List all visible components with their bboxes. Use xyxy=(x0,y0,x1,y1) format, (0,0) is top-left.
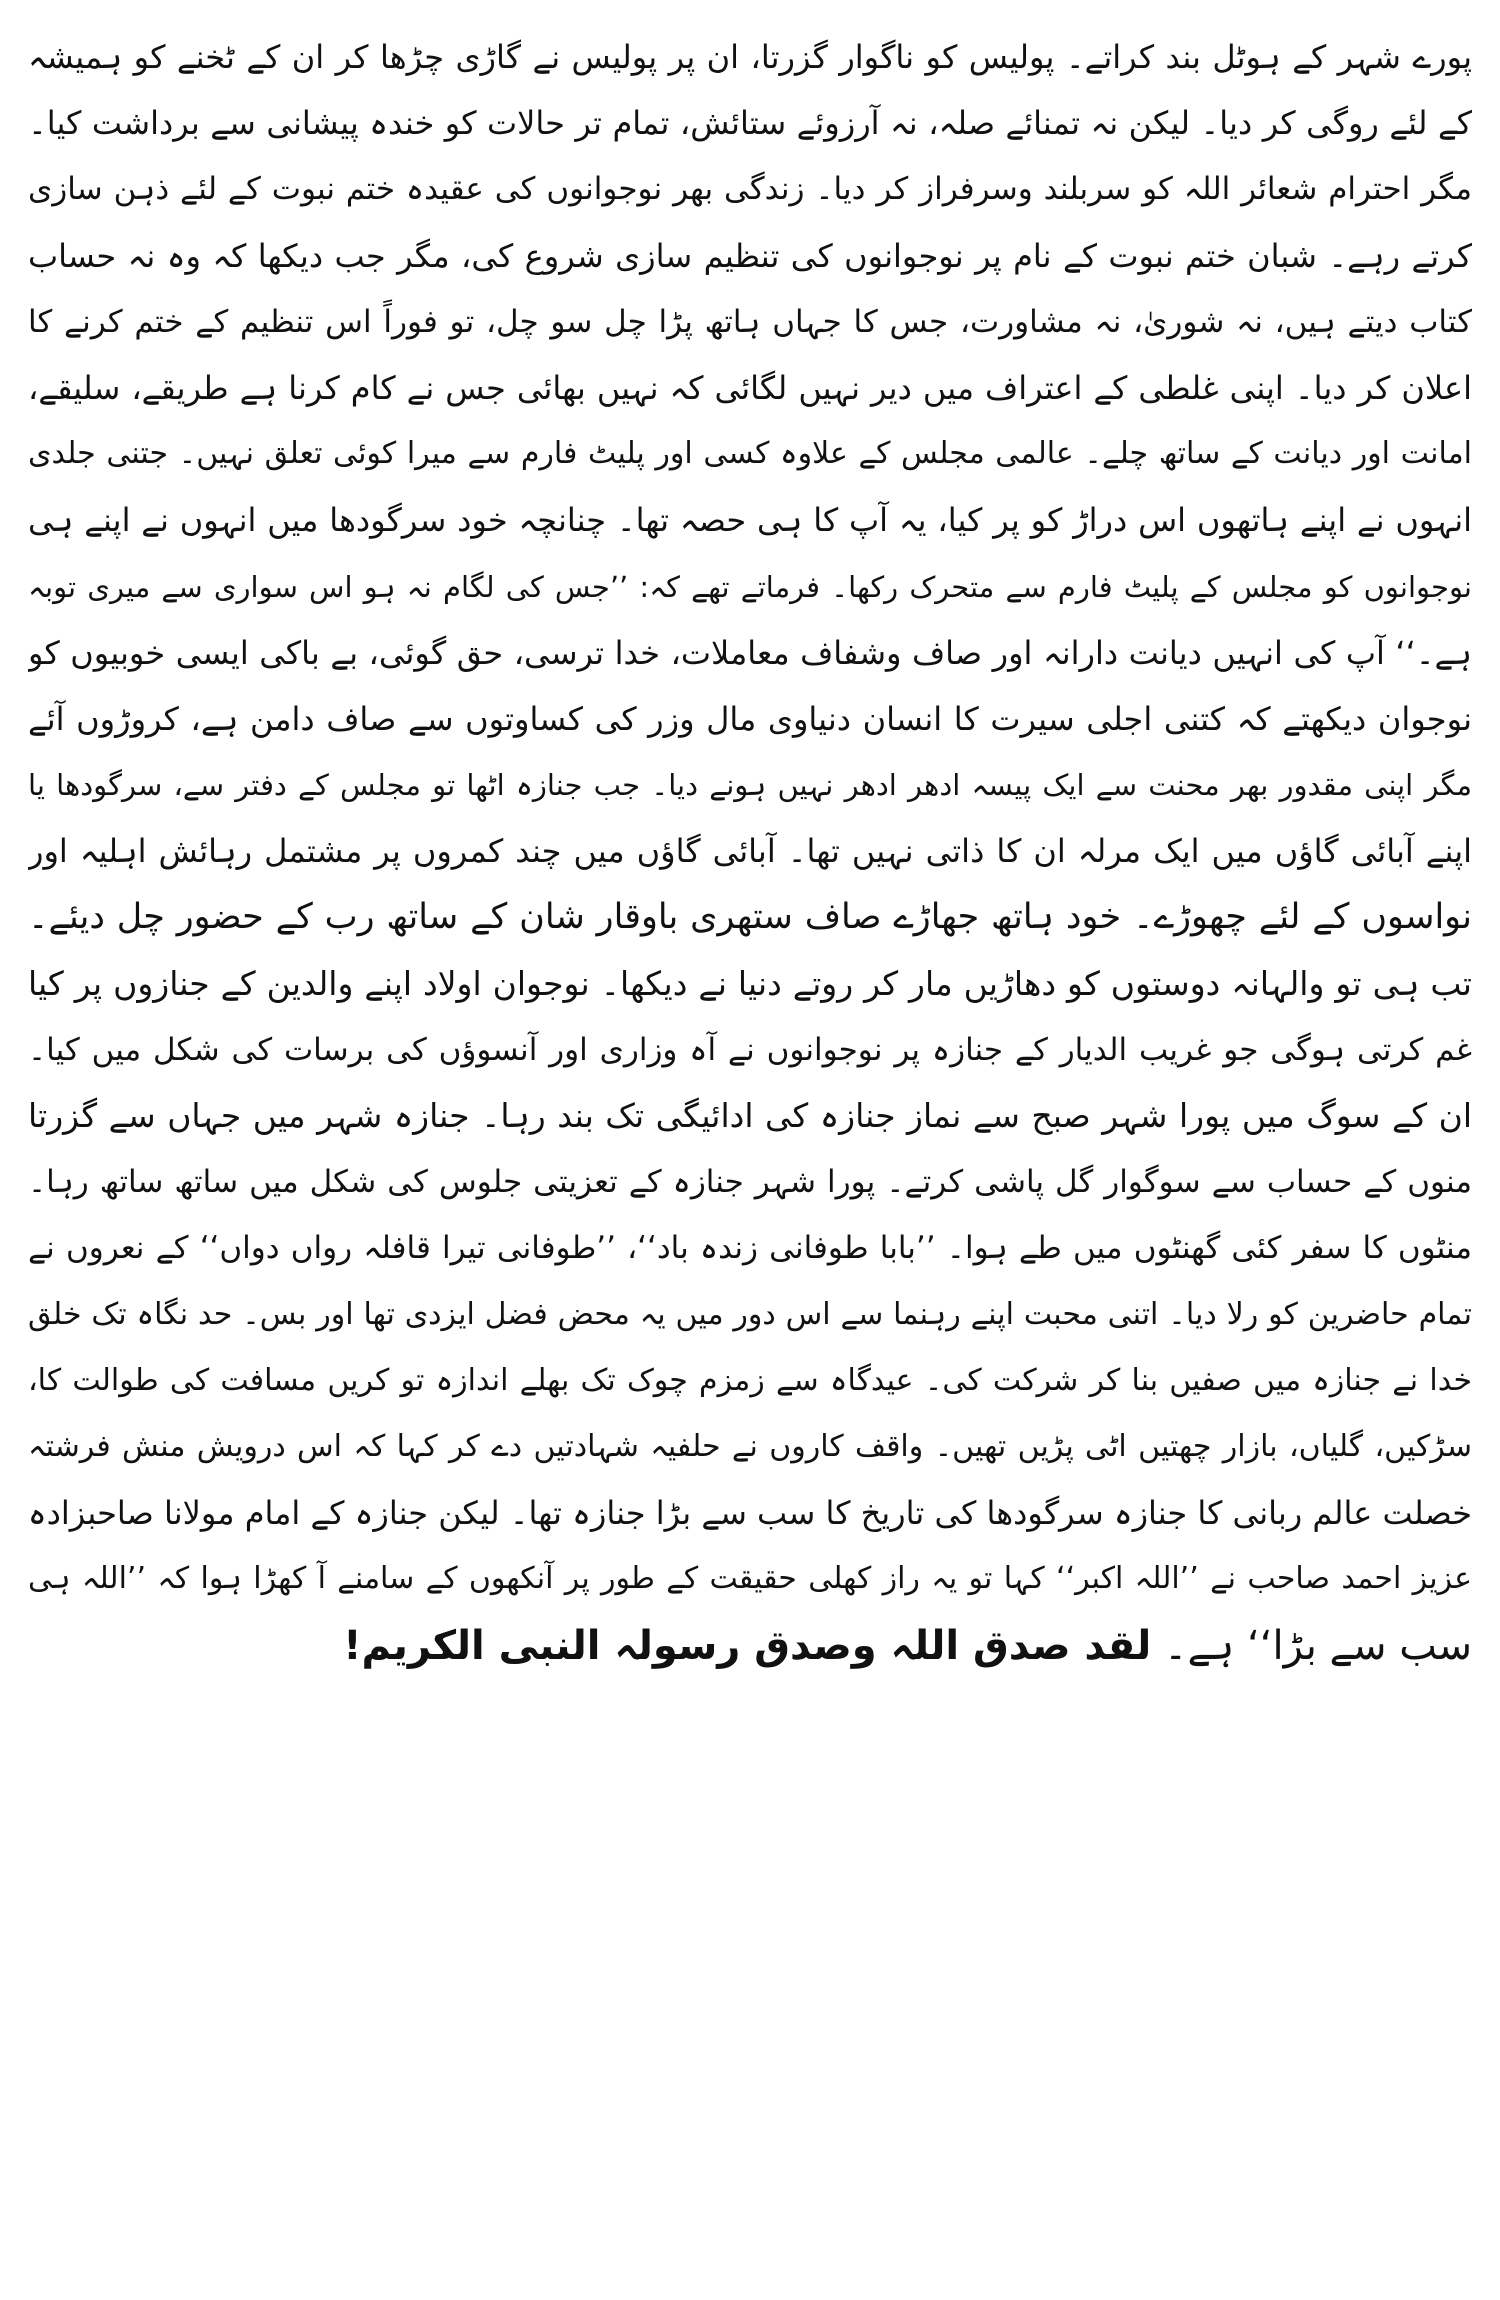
text-line: امانت اور دیانت کے ساتھ چلے۔ عالمی مجلس کے علاوہ کسی اور پلیٹ فارم سے میرا کوئی تعلق نہیں۔ جتنی جلدی xyxy=(28,436,1472,472)
text-line: مگر احترام شعائر اللہ کو سربلند وسرفراز کر دیا۔ زندگی بھر نوجوانوں کی عقیدہ ختم نبوت کے لئے ذہن سازی xyxy=(28,171,1472,208)
text-line: منوں کے حساب سے سوگوار گل پاشی کرتے۔ پورا شہر جنازہ کے تعزیتی جلوس کی شکل میں ساتھ ساتھ رہا۔ xyxy=(28,1164,1472,1201)
text-line: کے لئے روگی کر دیا۔ لیکن نہ تمنائے صلہ، نہ آرزوئے ستائش، تمام تر حالات کو خندہ پیشانی سے برداشت کیا۔ xyxy=(28,104,1472,143)
text-line: اپنے آبائی گاؤں میں ایک مرلہ ان کا ذاتی نہیں تھا۔ آبائی گاؤں میں چند کمروں پر مشتمل رہائش اہلیہ اور xyxy=(28,832,1472,871)
final-line xyxy=(28,1613,1472,1679)
text-line: خصلت عالم ربانی کا جنازہ سرگودھا کی تاریخ کا سب سے بڑا جنازہ تھا۔ لیکن جنازہ کے امام مولانا صاحبزادہ xyxy=(28,1494,1472,1533)
text-line: نواسوں کے لئے چھوڑے۔ خود ہاتھ جھاڑے صاف ستھری باوقار شان کے ساتھ رب کے حضور چل دیئے۔ xyxy=(28,897,1472,938)
text-line: مگر اپنی مقدور بھر محنت سے ایک پیسہ ادھر ادھر نہیں ہونے دیا۔ جب جنازہ اٹھا تو مجلس کے دفتر سے، سرگودھا یا xyxy=(28,768,1472,803)
text-line: ہے۔‘‘ آپ کی انہیں دیانت دارانہ اور صاف وشفاف معاملات، خدا ترسی، حق گوئی، بے باکی ایسی خوبیوں کو xyxy=(28,633,1472,672)
text-line: پورے شہر کے ہوٹل بند کراتے۔ پولیس کو ناگوار گزرتا، ان پر پولیس نے گاڑی چڑھا کر ان کے ٹخنے کو ہمیشہ xyxy=(28,38,1472,76)
final-line-text: سب سے بڑا‘‘ ہے۔ xyxy=(1164,1622,1472,1669)
text-line: نوجوانوں کو مجلس کے پلیٹ فارم سے متحرک رکھا۔ فرماتے تھے کہ: ’’جس کی لگام نہ ہو اس سواری سے میری توبہ xyxy=(28,569,1472,604)
text-line: کرتے رہے۔ شبان ختم نبوت کے نام پر نوجوانوں کی تنظیم سازی شروع کی، مگر جب دیکھا کہ وہ نہ حساب xyxy=(28,236,1472,275)
text-line: عزیز احمد صاحب نے ’’اللہ اکبر‘‘ کہا تو یہ راز کھلی حقیقت کے طور پر آنکھوں کے سامنے آ کھڑا ہوا کہ ’’اللہ ہی xyxy=(28,1561,1472,1597)
text-line: سڑکیں، گلیاں، بازار چھتیں اٹی پڑیں تھیں۔ واقف کاروں نے حلفیہ شہادتیں دے کر کہا کہ اس درویش منش فرشتہ xyxy=(28,1428,1472,1464)
text-line: غم کرتی ہوگی جو غریب الدیار کے جنازہ پر نوجوانوں نے آہ وزاری اور آنسوؤں کی برسات کی شکل میں کیا۔ xyxy=(28,1031,1472,1068)
text-line: انہوں نے اپنے ہاتھوں اس دراڑ کو پر کیا، یہ آپ کا ہی حصہ تھا۔ چنانچہ خود سرگودھا میں انہوں نے اپنے ہی xyxy=(28,501,1472,540)
text-line: خدا نے جنازہ میں صفیں بنا کر شرکت کی۔ عیدگاہ سے زمزم چوک تک بھلے اندازہ تو کریں مسافت کی طوالت کا، xyxy=(28,1362,1472,1398)
text-line: ان کے سوگ میں پورا شہر صبح سے نماز جنازہ کی ادائیگی تک بند رہا۔ جنازہ شہر میں جہاں سے گزرتا xyxy=(28,1096,1472,1135)
text-line: کتاب دیتے ہیں، نہ شوریٰ، نہ مشاورت، جس کا جہاں ہاتھ پڑا چل سو چل، تو فوراً اس تنظیم کے ختم کرنے کا xyxy=(28,303,1472,340)
text-line: منٹوں کا سفر کئی گھنٹوں میں طے ہوا۔ ’’بابا طوفانی زندہ باد‘‘، ’’طوفانی تیرا قافلہ رواں دواں‘‘ کے نعروں نے xyxy=(28,1230,1472,1267)
text-line: تمام حاضرین کو رلا دیا۔ اتنی محبت اپنے رہنما سے اس دور میں یہ محض فضل ایزدی تھا اور بس۔ حد نگاہ تک خلق xyxy=(28,1296,1472,1332)
closing-phrase: لقد صدق اللہ وصدق رسولہ النبی الکریم! xyxy=(343,1622,1152,1669)
text-line: نوجوان دیکھتے کہ کتنی اجلی سیرت کا انسان دنیاوی مال وزر کی کساوتوں سے صاف دامن ہے، کروڑوں آئے xyxy=(28,699,1472,738)
text-line: تب ہی تو والہانہ دوستوں کو دھاڑیں مار کر روتے دنیا نے دیکھا۔ نوجوان اولاد اپنے والدین کے جنازوں پر کیا xyxy=(28,963,1472,1003)
article-page xyxy=(28,24,1472,2276)
text-line: اعلان کر دیا۔ اپنی غلطی کے اعتراف میں دیر نہیں لگائی کہ نہیں بھائی جس نے کام کرنا ہے طریقے، سلیقے، xyxy=(28,368,1472,407)
